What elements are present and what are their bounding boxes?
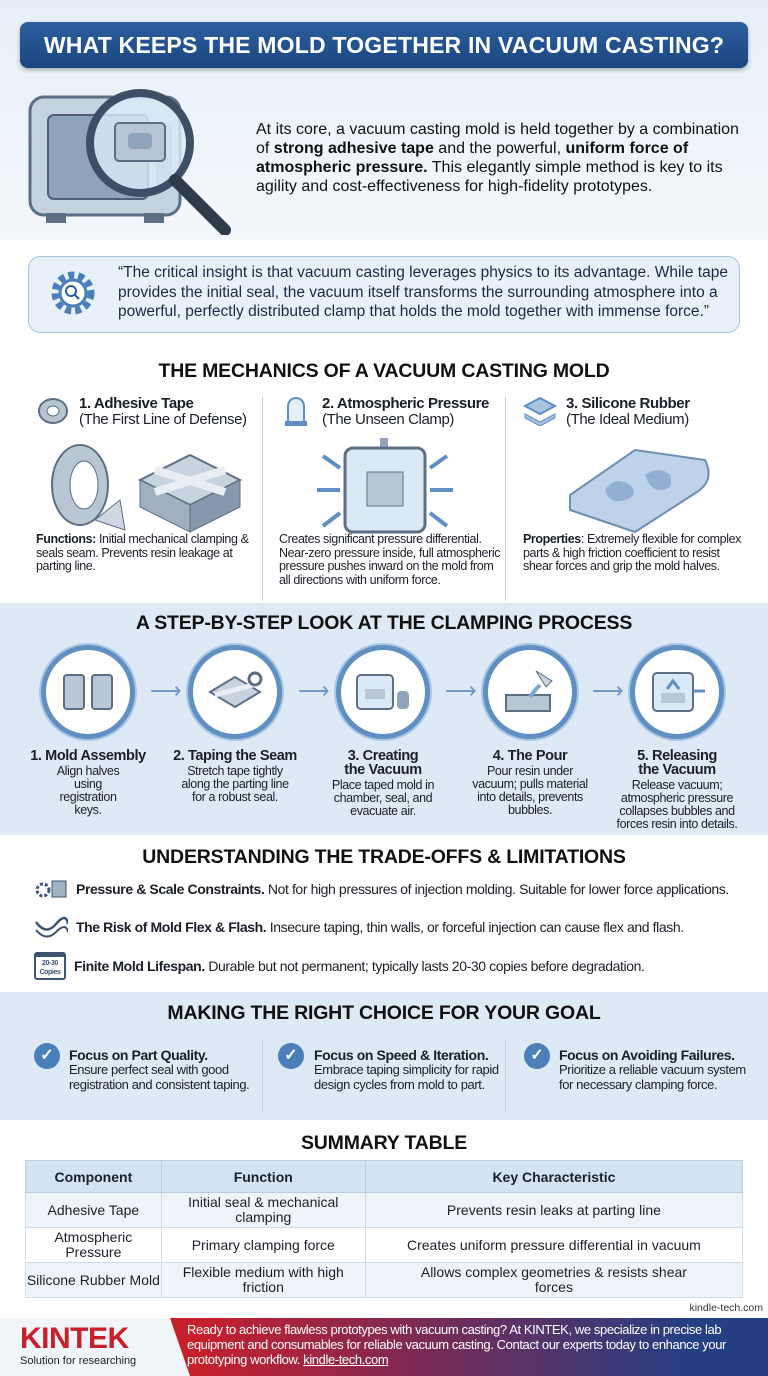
tape-roll-icon (36, 396, 70, 426)
column-divider (262, 396, 263, 601)
release-icon (630, 645, 724, 739)
page-title: WHAT KEEPS THE MOLD TOGETHER IN VACUUM CASTING? (20, 22, 748, 68)
table-cell: Prevents resin leaks at parting line (365, 1193, 742, 1228)
insight-quote-text: “The critical insight is that vacuum casting leverages physics to its advantage. While tape provides the initial seal, the vacuum itself transforms the surrounding atmosphere into a powerful, perfectly distributed clamp that holds the mold together with immense force.” (118, 264, 728, 320)
mold-assembly-icon (41, 645, 135, 739)
check-icon: ✓ (278, 1043, 304, 1069)
choice-title: Focus on Avoiding Failures. (559, 1047, 735, 1063)
table-cell: Primary clamping force (161, 1228, 365, 1263)
table-cell: Silicone Rubber Mold (26, 1263, 162, 1298)
table-cell: Creates uniform pressure differential in vacuum (365, 1228, 742, 1263)
col-text: : Extremely flexible for complex parts & high friction coefficient to resist shear forces and grip the mold halves. (523, 532, 742, 573)
mechanics-col-1 (79, 396, 259, 428)
gear-icon (48, 268, 98, 318)
intro-text-part: This elegantly simple method is key to its agility and cost-effectiveness for high-fidelity prototypes. (256, 159, 723, 195)
col-subtitle: (The Unseen Clamp) (322, 411, 455, 428)
summary-heading: SUMMARY TABLE (300, 1132, 468, 1154)
step-4 (460, 749, 600, 817)
website-link[interactable]: kindle-tech.com (303, 1352, 389, 1367)
silicone-mold-illustration (565, 440, 715, 535)
step-title: 4. The Pour (492, 748, 568, 764)
summary-table (25, 1160, 743, 1298)
step-text: Release vacuum; atmospheric pressure collapses bubbles and forces resin into details. (616, 778, 738, 831)
step-text: Stretch tape tightly along the parting line for a robust seal. (181, 764, 289, 804)
calendar-icon: 20-30 Copies (34, 952, 66, 980)
step-text: Align halves using registration keys. (56, 764, 120, 817)
col-subtitle: (The Ideal Medium) (566, 411, 689, 428)
cta-text: Ready to achieve flawless prototypes with vacuum casting? At KINTEK, we specialize in precise lab equipment and consumables for reliable vacuum casting. Contact our experts today to enhance your prototyping workflow. (187, 1322, 726, 1367)
col-title: 3. Silicone Rubber (566, 395, 690, 412)
table-row (26, 1228, 743, 1263)
step-title: 1. Mold Assembly (30, 748, 146, 764)
tradeoff-item (34, 916, 684, 938)
tradeoff-title: Pressure & Scale Constraints. (76, 881, 265, 897)
choice-item-2 (314, 1047, 499, 1092)
arrow-right-icon: ⟶ (298, 678, 330, 703)
logo-tagline: Solution for researching (20, 1355, 137, 1367)
table-cell: Initial seal & mechanical clamping (161, 1193, 365, 1228)
arrow-right-icon: ⟶ (445, 678, 477, 703)
column-header: Function (161, 1161, 365, 1193)
choice-item-1 (69, 1047, 254, 1092)
intro-text (256, 120, 756, 196)
pressure-chamber-illustration (315, 438, 455, 538)
step-5 (607, 749, 747, 831)
mechanics-col-3-text (523, 533, 748, 574)
step-text: Place taped mold in chamber, seal, and evacuate air. (331, 778, 435, 818)
column-header: Component (26, 1161, 162, 1193)
tradeoff-item (34, 952, 645, 980)
col-label: Functions: (36, 532, 96, 546)
choice-title: Focus on Part Quality. (69, 1047, 208, 1063)
mechanics-heading: THE MECHANICS OF A VACUUM CASTING MOLD (158, 360, 610, 382)
tradeoff-title: Finite Mold Lifespan. (74, 958, 205, 974)
choice-text: Prioritize a reliable vacuum system for necessary clamping force. (559, 1062, 746, 1092)
column-divider (505, 396, 506, 601)
table-cell: Atmospheric Pressure (26, 1228, 162, 1263)
tradeoff-item (34, 878, 729, 900)
pour-icon (483, 645, 577, 739)
choice-text: Ensure perfect seal with good registration and consistent taping. (69, 1062, 250, 1092)
step-1 (18, 749, 158, 817)
tradeoff-text: Insecure taping, thin walls, or forceful injection can cause flex and flash. (266, 919, 684, 935)
bell-jar-icon (280, 394, 312, 428)
source-label: kindle-tech.com (689, 1302, 763, 1314)
column-divider (262, 1040, 263, 1112)
flex-icon (34, 916, 68, 938)
table-cell: Flexible medium with high friction (161, 1263, 365, 1298)
column-divider (505, 1040, 506, 1112)
mechanics-col-1-text (36, 533, 256, 574)
mechanics-col-3 (566, 396, 756, 428)
step-2 (165, 749, 305, 804)
intro-bold-tape: strong adhesive tape (273, 140, 434, 157)
kintek-logo: KINTEK (20, 1322, 129, 1355)
step-title: 3. Creating the Vacuum (344, 748, 422, 778)
footer-cta-text (187, 1322, 757, 1367)
intro-bold-pressure: uniform force of atmospheric pressure. (256, 140, 689, 176)
col-title: 1. Adhesive Tape (79, 395, 194, 412)
intro-text-part: At its core, a vacuum casting mold is held together by a combination of (256, 121, 739, 157)
table-row (26, 1263, 743, 1298)
tradeoffs-heading: UNDERSTANDING THE TRADE-OFFS & LIMITATIONS (142, 846, 626, 868)
step-title: 2. Taping the Seam (173, 748, 297, 764)
table-row (26, 1193, 743, 1228)
step-title: 5. Releasing the Vacuum (637, 748, 717, 778)
silicone-block-icon (522, 396, 558, 426)
choice-title: Focus on Speed & Iteration. (314, 1047, 489, 1063)
col-title: 2. Atmospheric Pressure (322, 395, 489, 412)
intro-text-part: and the powerful, (433, 140, 566, 157)
col-label: Properties (523, 532, 581, 546)
steps-heading: A STEP-BY-STEP LOOK AT THE CLAMPING PROCESS (135, 612, 633, 634)
check-icon: ✓ (524, 1043, 550, 1069)
choice-text: Embrace taping simplicity for rapid design cycles from mold to part. (314, 1062, 499, 1092)
tradeoff-text: Durable but not permanent; typically lasts 20-30 copies before degradation. (204, 958, 645, 974)
mechanics-col-2-text: Creates significant pressure differential. Near-zero pressure inside, full atmospheric pressure pushes inward on the mold from all directions with uniform force. (279, 532, 501, 587)
tape-and-mold-illustration (40, 440, 250, 535)
table-cell: Adhesive Tape (26, 1193, 162, 1228)
gears-icon (34, 878, 68, 900)
taping-icon (188, 645, 282, 739)
choice-heading: MAKING THE RIGHT CHOICE FOR YOUR GOAL (167, 1002, 601, 1024)
col-text: Initial mechanical clamping & seals seam. Prevents resin leakage at parting line. (36, 532, 249, 573)
table-header-row (26, 1161, 743, 1193)
arrow-right-icon: ⟶ (592, 678, 624, 703)
tradeoff-text: Not for high pressures of injection molding. Suitable for lower force applications. (264, 881, 729, 897)
vacuum-chamber-magnifier-illustration (20, 75, 260, 235)
arrow-right-icon: ⟶ (150, 678, 182, 703)
step-text: Pour resin under vacuum; pulls material into details, prevents bubbles. (472, 764, 588, 817)
vacuum-chamber-icon (336, 645, 430, 739)
column-header: Key Characteristic (365, 1161, 742, 1193)
choice-item-3 (559, 1047, 749, 1092)
tradeoff-title: The Risk of Mold Flex & Flash. (76, 919, 267, 935)
step-3 (313, 749, 453, 818)
table-cell: Allows complex geometries & resists shear forces (365, 1263, 742, 1298)
col-subtitle: (The First Line of Defense) (79, 411, 247, 428)
check-icon: ✓ (34, 1043, 60, 1069)
mechanics-col-2 (322, 396, 502, 428)
